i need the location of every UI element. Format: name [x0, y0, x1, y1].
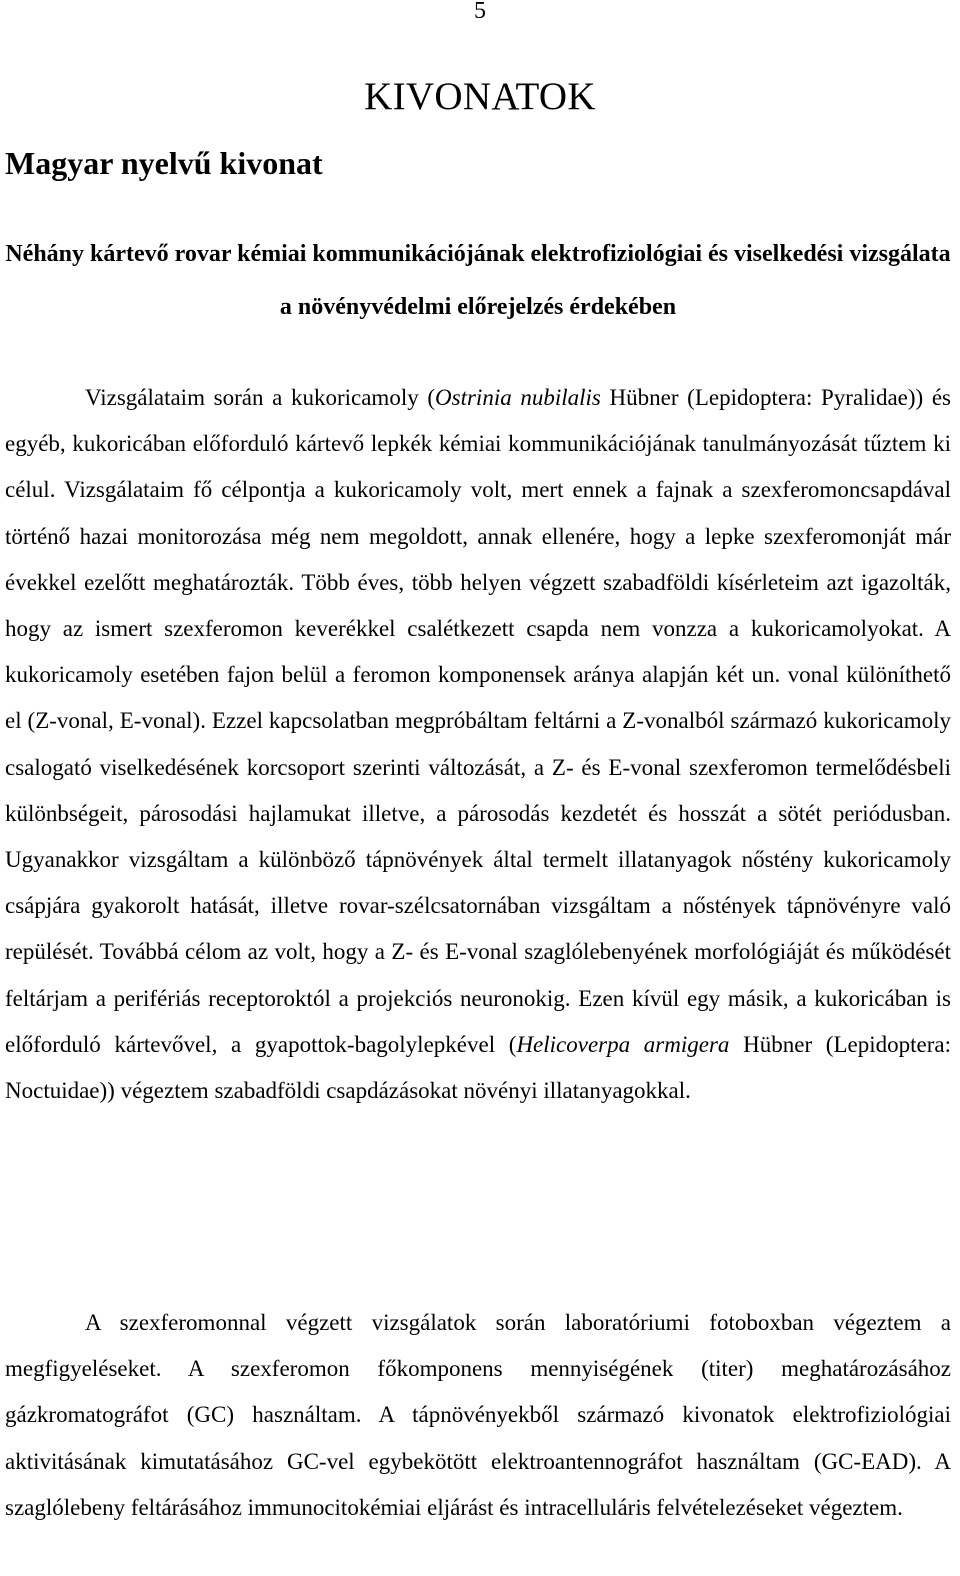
species-name-helicoverpa: Helicoverpa armigera [516, 1031, 730, 1057]
species-name-ostrinia: Ostrinia nubilalis [435, 385, 601, 410]
abstract-heading: Magyar nyelvű kivonat [5, 145, 323, 181]
paragraph-1-text-c: Hübner (Lepidoptera: Noctuidae)) végeztem szabadföldi csapdázásokat növényi illatanyagokkal. [5, 1031, 951, 1104]
abstract-paragraph-1 [5, 375, 951, 1114]
abstract-paragraph-2: A szexferomonnal végzett vizsgálatok során laboratóriumi fotoboxban végeztem a megfigyeléseket. A szexferomon főkomponens mennyiségének (titer) meghatározásához gázkromatográfot (GC) használtam. A tápnövényekből származó kivonatok elektrofiziológiai aktivitásának kimutatásához GC-vel egybekötött elektroantennográfot használtam (GC-EAD). A szaglólebeny feltárásához immunocitokémiai eljárást és intracelluláris felvételezéseket végeztem. [5, 1310, 951, 1520]
section-heading: KIVONATOK [364, 75, 596, 118]
paragraph-1-text-b: Hübner (Lepidoptera: Pyralidae)) és egyéb, kukoricában előforduló kártevő lepkék kémiai kommunikációjának tanulmányozását tűztem ki célul. Vizsgálataim fő célpontja a kukoricamoly volt, mert ennek a fajnak a szexferomoncsapdával történő hazai monitorozása még nem megoldott, annak ellenére, hogy a lepke szexferomonját már évekkel ezelőtt meghatározták. Több éves, több helyen végzett szabadföldi kísérleteim azt igazolták, hogy az ismert szexferomon keverékkel csalétkezett csapda nem vonzza a kukoricamolyokat. A kukoricamoly esetében fajon belül a feromon komponensek aránya alapján két un. vonal különíthető el (Z-vonal, E-vonal). Ezzel kapcsolatban megpróbáltam feltárni a Z-vonalból származó kukoricamoly csalogató viselkedésének korcsoport szerinti változását, a Z- és E-vonal szexferomon termelődésbeli különbségeit, párosodási hajlamukat illetve, a párosodás kezdetét és hosszát a sötét periódusban. Ugyanakkor vizsgáltam a különböző tápnövények által termelt illatanyagok nőstény kukoricamoly csápjára gyakorolt hatását, illetve rovar-szélcsatornában vizsgáltam a nőstények tápnövényre való repülését. Továbbá célom az volt, hogy a Z- és E-vonal szaglólebenyének morfológiáját és működését feltárjam a perifériás receptoroktól a projekciós neuronokig. Ezen kívül egy másik, a kukoricában is előforduló kártevővel, a gyapottok-bagolylepkével ( [5, 385, 951, 1057]
paragraph-1-text-a: Vizsgálataim során a kukoricamoly ( [85, 385, 436, 410]
thesis-title: Néhány kártevő rovar kémiai kommunikációjának elektrofiziológiai és viselkedési vizsgálata a növényvédelmi előrejelzés érdekében [5, 241, 951, 320]
page-number: 5 [474, 0, 486, 24]
